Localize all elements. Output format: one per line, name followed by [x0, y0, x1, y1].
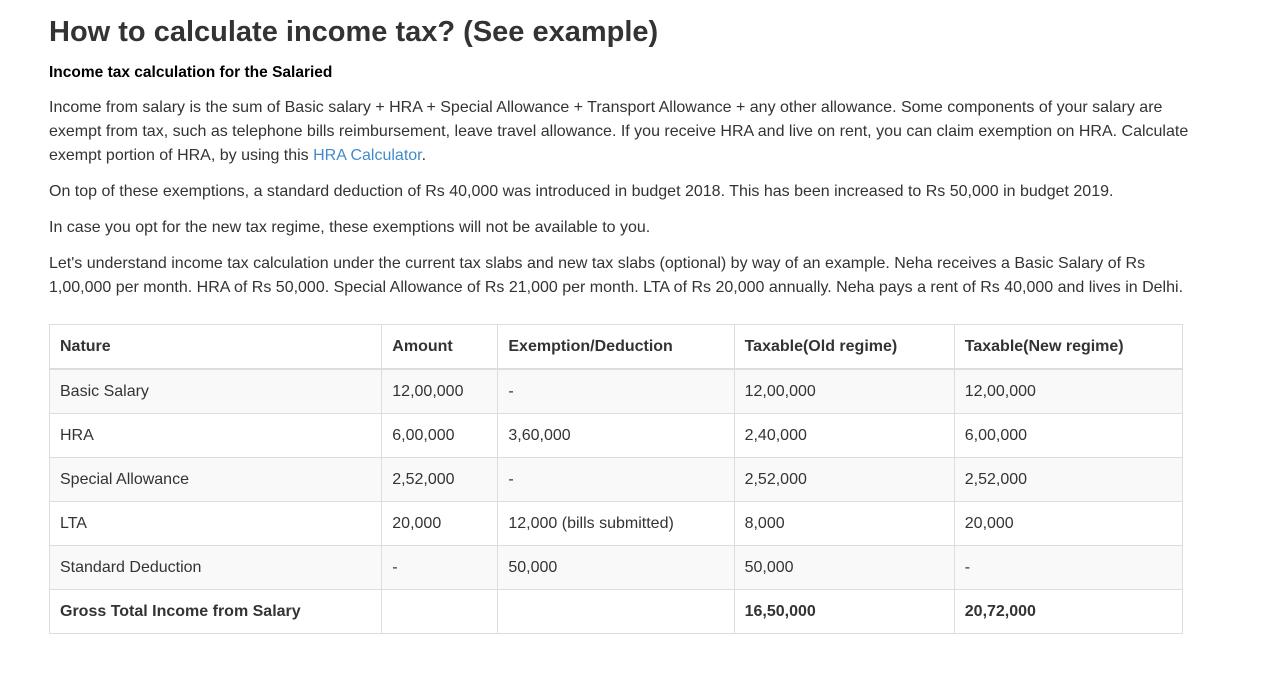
cell-amount: 2,52,000 [382, 458, 498, 502]
cell-exemption: 50,000 [498, 546, 734, 590]
table-header-row [50, 325, 1183, 370]
cell-taxable-old: 2,52,000 [734, 458, 954, 502]
paragraph-standard-deduction: On top of these exemptions, a standard deduction of Rs 40,000 was introduced in budget 2018. This has been increased to Rs 50,000 in budget 2019. [49, 183, 1114, 200]
cell-exemption: - [498, 458, 734, 502]
paragraph-end: . [421, 147, 427, 164]
section-subheading: Income tax calculation for the Salaried [49, 64, 333, 81]
paragraph-example: Let's understand income tax calculation under the current tax slabs and new tax slabs (optional) by way of an example. Neha receives a Basic Salary of Rs 1,00,000 per month. HRA of Rs 50,000. Special Allowance of Rs 21,000 per month. LTA of Rs 20,000 annually. Neha pays a rent of Rs 40,000 and lives in Delhi. [49, 255, 1184, 296]
cell-taxable-new: 20,000 [954, 502, 1182, 546]
cell-amount [382, 590, 498, 634]
page-title: How to calculate income tax? (See example) [49, 16, 659, 48]
table-row [50, 502, 1183, 546]
table-row [50, 369, 1183, 414]
cell-nature: Gross Total Income from Salary [50, 590, 382, 634]
cell-taxable-new: 20,72,000 [954, 590, 1182, 634]
cell-nature: HRA [50, 414, 382, 458]
cell-exemption: - [498, 369, 734, 414]
table-row [50, 414, 1183, 458]
cell-nature: Standard Deduction [50, 546, 382, 590]
cell-taxable-old: 2,40,000 [734, 414, 954, 458]
cell-nature: Basic Salary [50, 369, 382, 414]
cell-taxable-old: 12,00,000 [734, 369, 954, 414]
header-exemption-deduction: Exemption/Deduction [498, 325, 734, 370]
cell-taxable-old: 8,000 [734, 502, 954, 546]
table-row [50, 458, 1183, 502]
cell-taxable-new: 12,00,000 [954, 369, 1182, 414]
cell-exemption [498, 590, 734, 634]
cell-nature: Special Allowance [50, 458, 382, 502]
hra-calculator-link[interactable]: HRA Calculator [313, 147, 422, 164]
cell-nature: LTA [50, 502, 382, 546]
table-row [50, 546, 1183, 590]
cell-taxable-new: 6,00,000 [954, 414, 1182, 458]
income-tax-table [49, 324, 1183, 634]
header-taxable-new-regime: Taxable(New regime) [954, 325, 1182, 370]
header-taxable-old-regime: Taxable(Old regime) [734, 325, 954, 370]
paragraph-text: Income from salary is the sum of Basic salary + HRA + Special Allowance + Transport Allowance + any other allowance. Some components of your salary are exempt from tax, such as telephone bills reimbursement, leave travel allowance. If you receive HRA and live on rent, you can claim exemption on HRA. Calculate exempt portion of HRA, by using this [49, 99, 1189, 164]
cell-amount: 20,000 [382, 502, 498, 546]
cell-taxable-new: - [954, 546, 1182, 590]
header-nature: Nature [50, 325, 382, 370]
cell-taxable-old: 16,50,000 [734, 590, 954, 634]
cell-amount: 6,00,000 [382, 414, 498, 458]
cell-exemption: 3,60,000 [498, 414, 734, 458]
paragraph-new-regime: In case you opt for the new tax regime, these exemptions will not be available to you. [49, 219, 651, 236]
cell-taxable-old: 50,000 [734, 546, 954, 590]
cell-taxable-new: 2,52,000 [954, 458, 1182, 502]
header-amount: Amount [382, 325, 498, 370]
cell-exemption: 12,000 (bills submitted) [498, 502, 734, 546]
cell-amount: - [382, 546, 498, 590]
cell-amount: 12,00,000 [382, 369, 498, 414]
paragraph-salary-income [49, 96, 1189, 168]
table-total-row [50, 590, 1183, 634]
